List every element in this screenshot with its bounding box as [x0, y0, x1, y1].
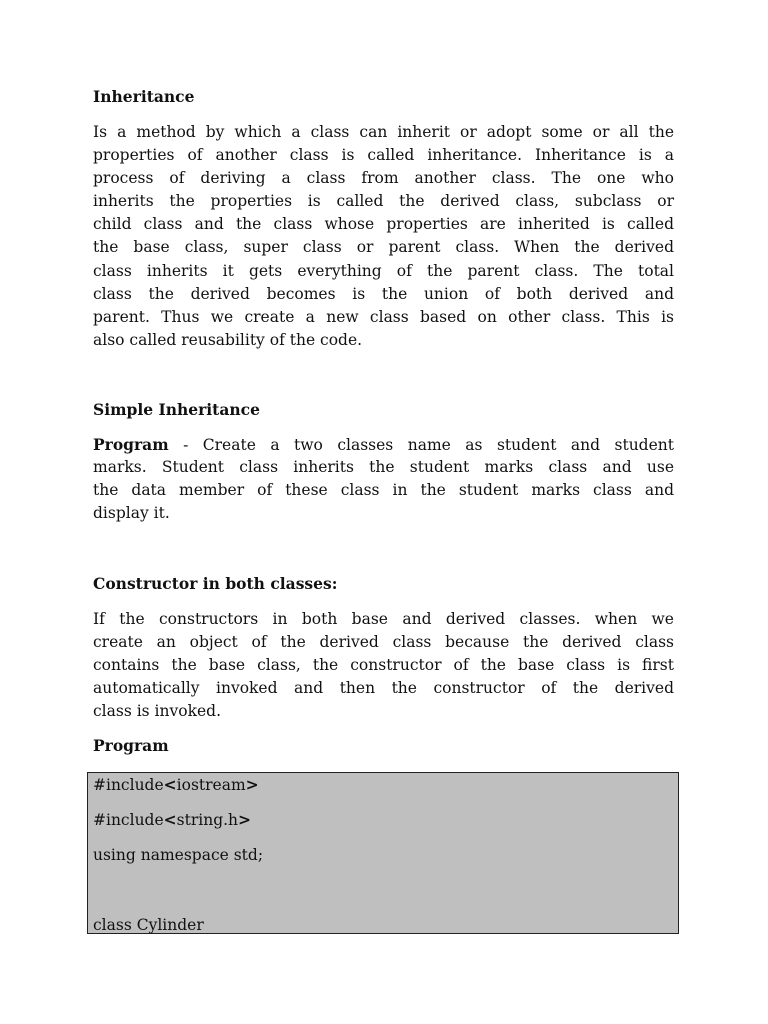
paragraph-line: automatically invoked and then the constructor of the derived: [93, 679, 674, 698]
paragraph-line: display it.: [93, 504, 170, 523]
paragraph-line: Is a method by which a class can inherit or adopt some or all the: [93, 123, 674, 141]
paragraph-line: process of deriving a class from another class. The one who: [93, 169, 674, 188]
paragraph-line: properties of another class is called inheritance. Inheritance is a: [93, 146, 674, 165]
heading-simple-inheritance: Simple Inheritance: [93, 400, 260, 419]
paragraph-constructor: [93, 608, 674, 723]
code-line: using namespace std;: [93, 846, 264, 864]
code-line: #include<iostream>: [93, 775, 259, 794]
paragraph-line: parent. Thus we create a new class based on other class. This is: [93, 307, 674, 326]
code-block: [87, 772, 679, 934]
code-line: class Cylinder: [93, 916, 204, 934]
paragraph-line: class is invoked.: [93, 702, 221, 721]
heading-constructor: Constructor in both classes:: [93, 574, 338, 593]
paragraph-line: the base class, super class or parent class. When the derived: [93, 238, 674, 257]
paragraph-line: marks. Student class inherits the student marks class and use: [93, 458, 674, 477]
paragraph-line: class inherits it gets everything of the parent class. The total: [93, 261, 674, 280]
paragraph-line: inherits the properties is called the derived class, subclass or: [93, 192, 674, 211]
paragraph-simple-inheritance: [93, 433, 674, 525]
program-description: - Create a two classes name as student and student: [168, 436, 674, 454]
paragraph-line: child class and the class whose properties are inherited is called: [93, 215, 674, 234]
heading-program: Program: [93, 736, 169, 755]
paragraph-line: contains the base class, the constructor of the base class is first: [93, 656, 674, 675]
program-label: Program: [93, 435, 169, 454]
paragraph-line: create an object of the derived class because the derived class: [93, 633, 674, 652]
paragraph-line: [93, 433, 674, 456]
paragraph-inheritance: [93, 121, 674, 352]
paragraph-line: class the derived becomes is the union of both derived and: [93, 284, 674, 303]
code-line: #include<string.h>: [93, 810, 252, 829]
paragraph-line: the data member of these class in the student marks class and: [93, 481, 674, 500]
paragraph-line: If the constructors in both base and derived classes. when we: [93, 610, 674, 628]
heading-inheritance: Inheritance: [93, 87, 195, 106]
paragraph-line: also called reusability of the code.: [93, 330, 363, 349]
